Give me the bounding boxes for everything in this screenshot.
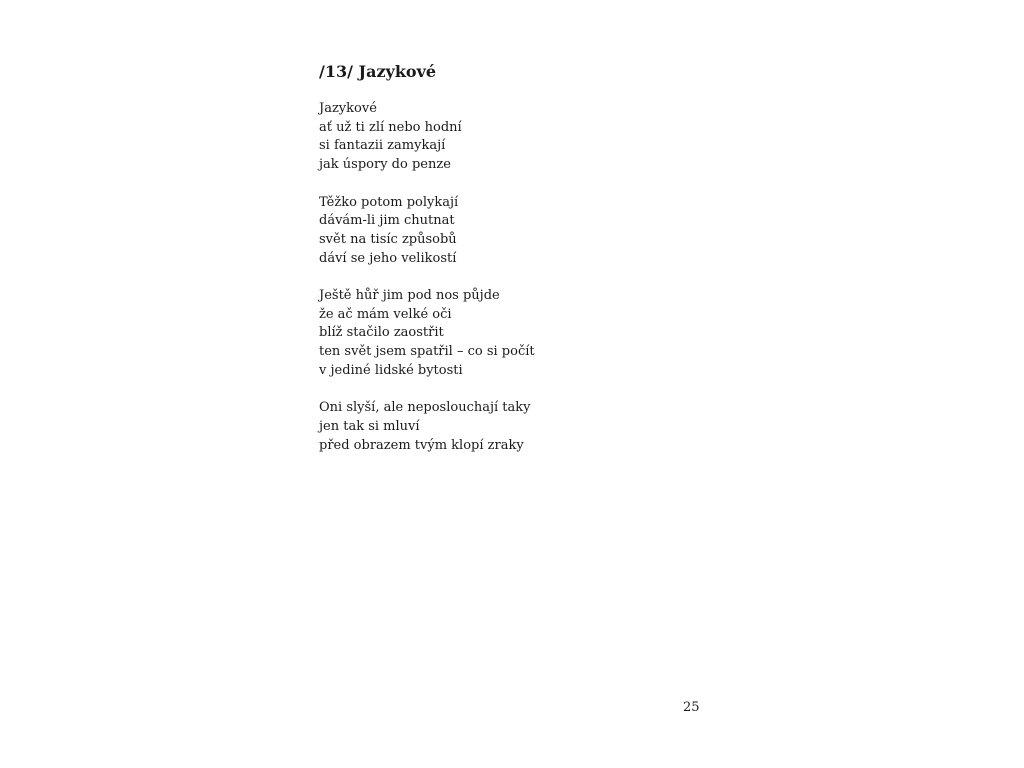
stanza-1 [319, 100, 739, 175]
poem-line: dávám-li jim chutnat [319, 213, 455, 229]
poem-line: blíž stačilo zaostřit [319, 325, 444, 341]
poem-line: dáví se jeho velikostí [319, 250, 457, 266]
poem-line: jak úspory do penze [319, 157, 451, 173]
poem-line: Těžko potom polykají [319, 194, 459, 210]
poem-line: před obrazem tvým klopí zraky [319, 437, 524, 453]
poem-line: ať už ti zlí nebo hodní [319, 119, 462, 135]
poem-line: jen tak si mluví [319, 418, 420, 434]
stanza-3 [319, 287, 739, 381]
poem-line: v jediné lidské bytosti [319, 362, 463, 378]
poem-line: ten svět jsem spatřil – co si počít [319, 344, 535, 360]
poem-line: svět na tisíc způsobů [319, 231, 457, 247]
stanza-2 [319, 194, 739, 269]
poem-line: Ještě hůř jim pod nos půjde [319, 288, 500, 303]
poem-line: Oni slyší, ale neposlouchají taky [319, 400, 531, 416]
poem-title: /13/ Jazykové [319, 62, 437, 81]
page-number: 25 [683, 700, 700, 715]
stanza-4 [319, 399, 739, 455]
poem-line: si fantazii zamykají [319, 138, 446, 154]
poem-line: Jazykové [319, 101, 377, 116]
poem-line: že ač mám velké oči [319, 306, 452, 322]
poem-body [319, 100, 739, 474]
